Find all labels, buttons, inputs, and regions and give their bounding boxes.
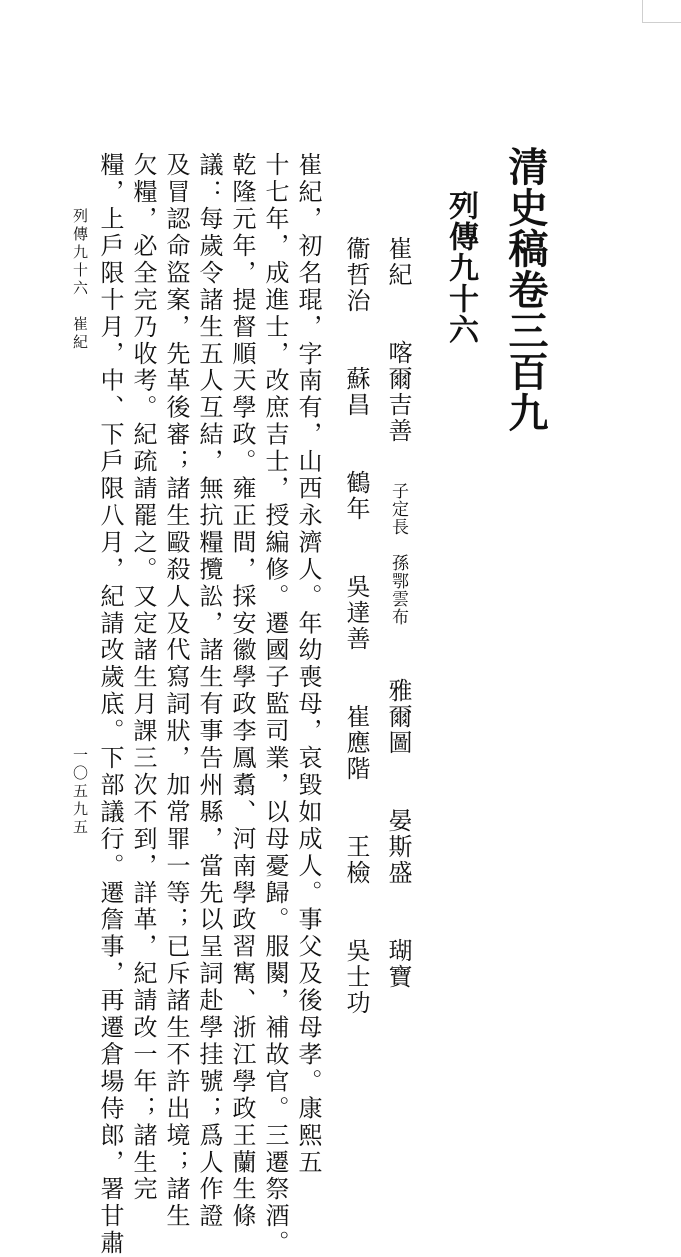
- name-wu-shigong: 吳士功: [342, 938, 370, 1016]
- biography-names-line-2: [344, 236, 368, 1016]
- body-column-1: 崔紀，初名琨，字南有，山西永濟人。年幼喪母，哀毀如成人。事父及後母孝。康熙五: [294, 152, 322, 1177]
- biography-names-line-1: [386, 236, 410, 990]
- name-wei-zhezhi: 衞哲治: [342, 236, 370, 314]
- body-column-6: 欠糧，必全完乃收考。紀疏請罷之。又定諸生月課三次不到，詳革，紀請改一年；諸生完: [129, 152, 157, 1204]
- volume-title: 清史稿卷三百九: [502, 146, 549, 433]
- page-number: 一〇五九五: [71, 747, 89, 837]
- name-yan-sisheng: 晏斯盛: [384, 808, 412, 886]
- name-wu-dashan: 吳達善: [342, 574, 370, 652]
- running-title: 列傳九十六 崔紀: [71, 208, 89, 352]
- name-su-chang: 蘇昌: [342, 366, 370, 418]
- chapter-title: 列傳九十六: [443, 190, 478, 345]
- body-column-5: 及冒認命盜案，先革後審；諸生毆殺人及代寫詞狀，加常罪一等；已斥諸生不許出境；諸生: [162, 152, 190, 1230]
- body-column-7: 糧，上戶限十月，中、下戶限八月，紀請改歲底。下部議行。遷詹事，再遷倉場侍郎，署甘肅: [96, 152, 124, 1257]
- name-cui-ji: 崔紀: [384, 236, 412, 288]
- name-hubao: 瑚寶: [384, 938, 412, 990]
- name-cui-yingjie: 崔應階: [342, 704, 370, 782]
- name-note-descendants: 子定長 孫鄂雲布: [388, 482, 408, 626]
- body-column-2: 十七年，成進士，改庶吉士，授編修。遷國子監司業，以母憂歸。服闋，補故官。三遷祭酒。: [261, 152, 289, 1257]
- page-corner-border: [642, 0, 681, 23]
- body-column-3: 乾隆元年，提督順天學政。雍正間，採安徽學政李鳳翥、河南學政習寯、浙江學政王蘭生條: [228, 152, 256, 1230]
- name-karjishan: 喀爾吉善: [384, 340, 412, 444]
- name-he-nian: 鶴年: [342, 470, 370, 522]
- body-column-4: 議：每歲令諸生五人互結，無抗糧攬訟，諸生有事告州縣，當先以呈詞赴學挂號；爲人作證: [195, 152, 223, 1230]
- name-wang-jian: 王檢: [342, 834, 370, 886]
- name-yaertu: 雅爾圖: [384, 678, 412, 756]
